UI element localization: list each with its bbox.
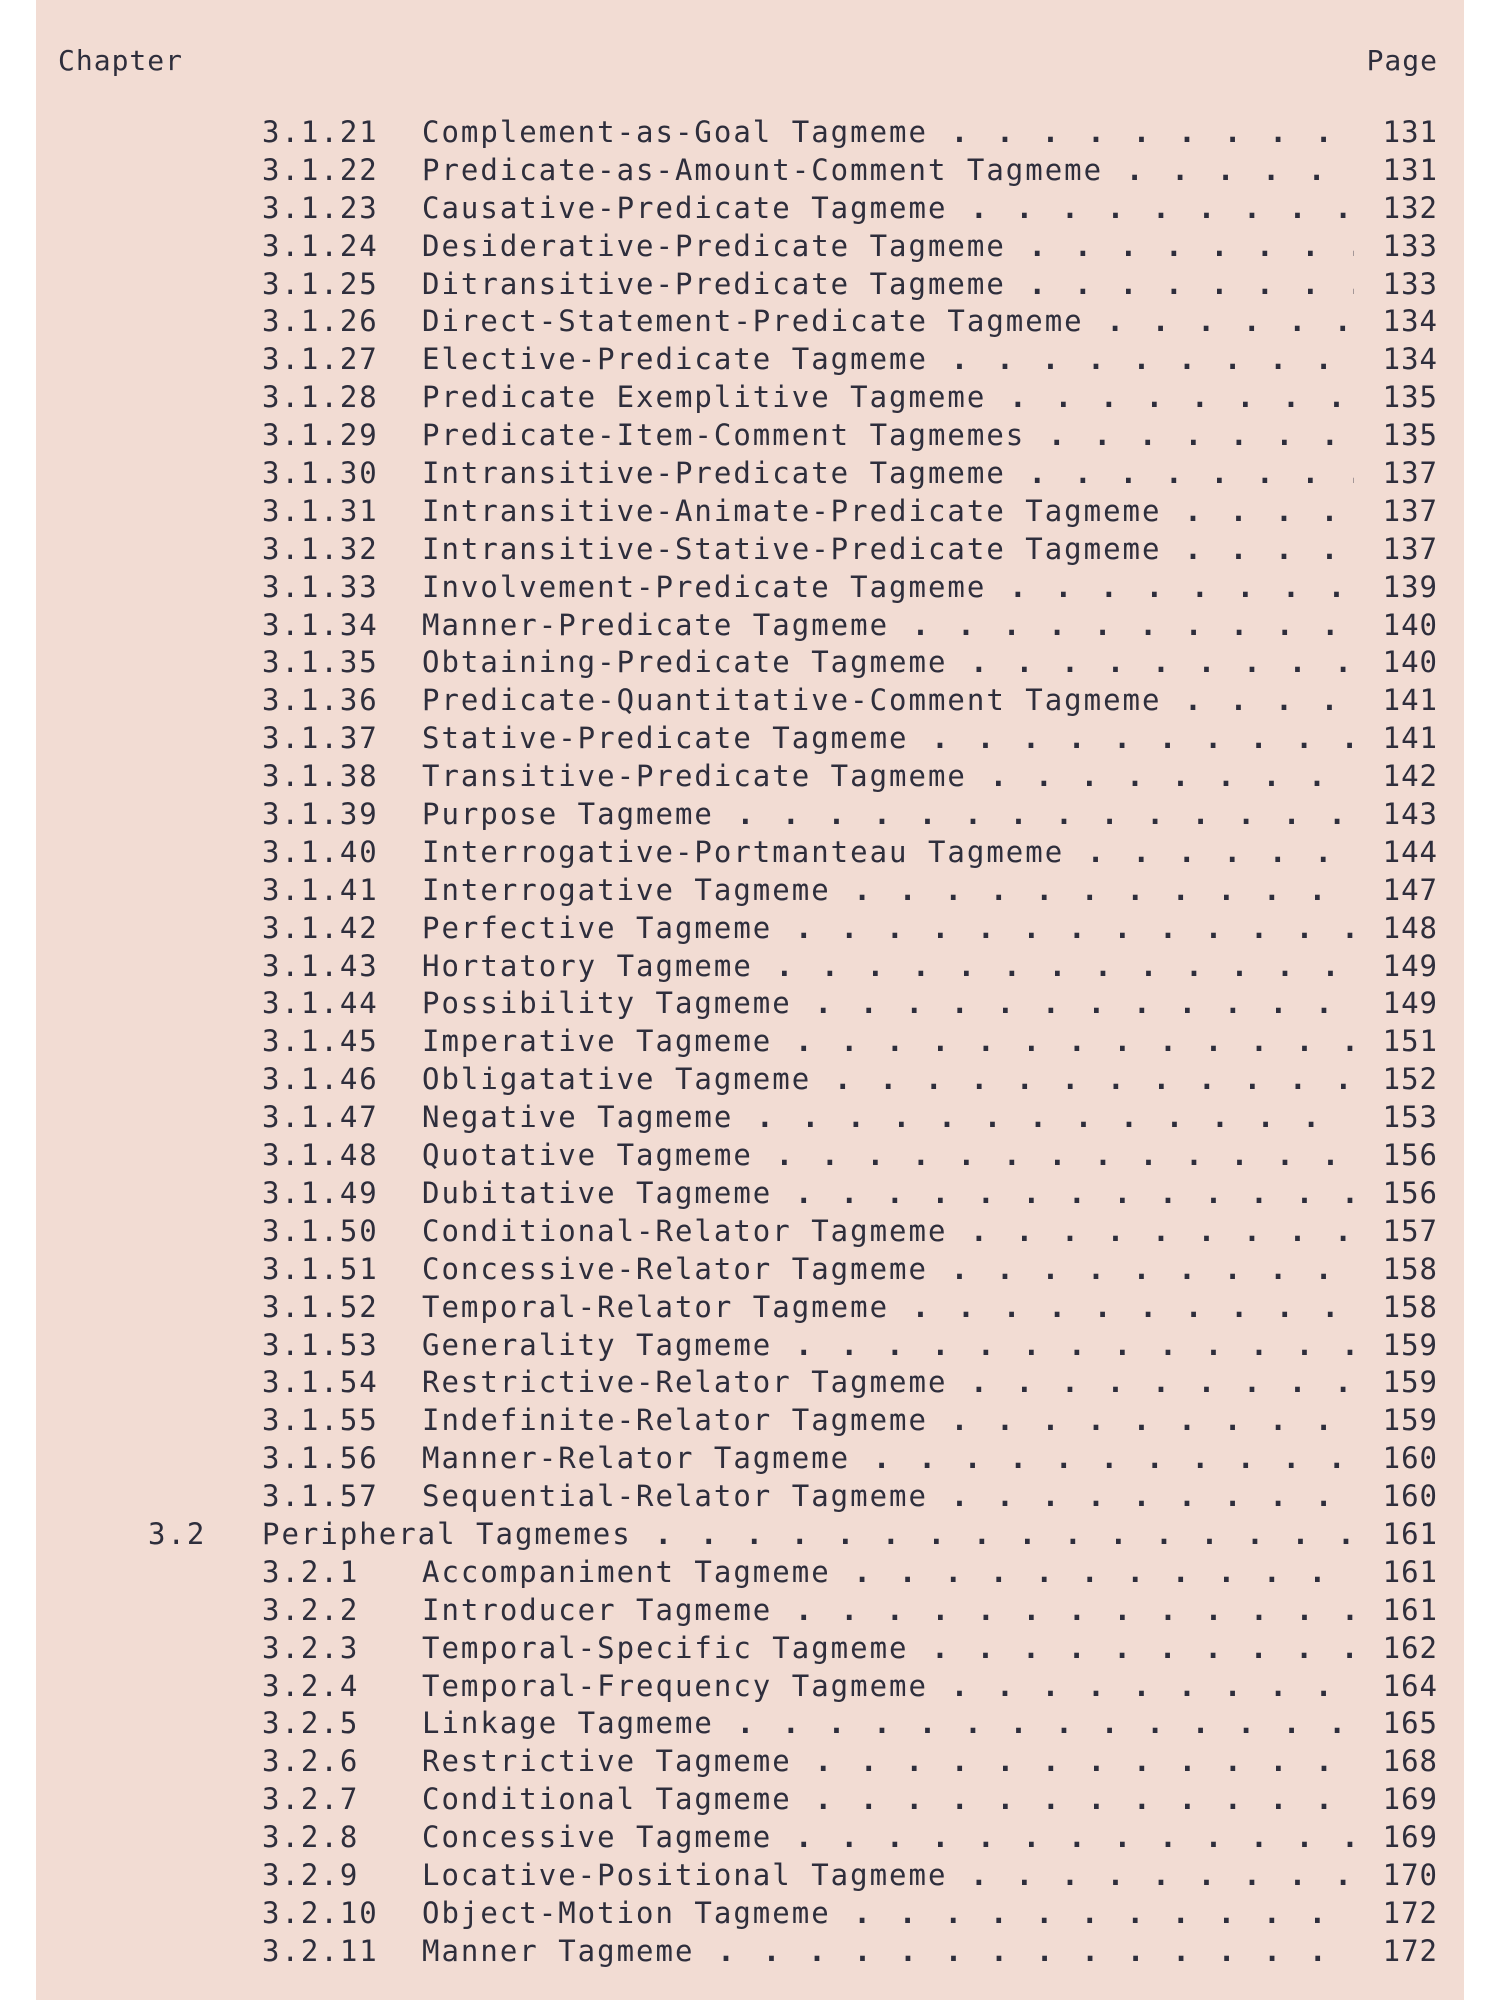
- toc-entry-number: 3.2.8: [262, 1820, 360, 1855]
- toc-entry-number: 3.1.34: [262, 607, 379, 642]
- toc-entry-page: 131: [1382, 152, 1438, 187]
- toc-entry-number: 3.2: [148, 1516, 207, 1551]
- toc-entry-number: 3.1.53: [262, 1327, 379, 1362]
- toc-entry-number: 3.1.25: [262, 266, 379, 301]
- toc-entry-number: 3.2.2: [262, 1592, 360, 1627]
- toc-entry: [36, 379, 1464, 417]
- toc-entry-number: 3.1.22: [262, 152, 379, 187]
- toc-entry-title: Sequential-Relator Tagmeme . . .: [422, 1478, 1354, 1516]
- toc-entry-number: 3.2.6: [262, 1744, 360, 1779]
- toc-entry-title: Transitive-Predicate Tagmeme . . .: [422, 758, 1354, 796]
- toc-entry: [36, 1251, 1464, 1289]
- toc-entry-number: 3.1.42: [262, 910, 379, 945]
- toc-entry-title: Concessive Tagmeme . . .: [422, 1819, 1354, 1857]
- toc-entry-page: 160: [1382, 1441, 1438, 1476]
- toc-entry-number: 3.1.27: [262, 342, 379, 377]
- toc-entry-page: 162: [1382, 1630, 1438, 1665]
- toc-entry: [36, 910, 1464, 948]
- toc-entry: [36, 1327, 1464, 1365]
- toc-entry-number: 3.1.41: [262, 872, 379, 907]
- toc-entry-page: 137: [1382, 493, 1438, 528]
- toc-entry-title: Dubitative Tagmeme . . .: [422, 1175, 1354, 1213]
- toc-entry-page: 141: [1382, 721, 1438, 756]
- toc-entry: [36, 644, 1464, 682]
- toc-entry-number: 3.2.9: [262, 1857, 360, 1892]
- toc-entry-page: 131: [1382, 115, 1438, 149]
- toc-entry-number: 3.1.36: [262, 683, 379, 718]
- toc-entry: [36, 834, 1464, 872]
- toc-entry-title: Quotative Tagmeme . . .: [422, 1137, 1354, 1175]
- toc-entry-page: 133: [1382, 228, 1438, 263]
- toc-entry-number: 3.1.28: [262, 380, 379, 415]
- toc-entry-number: 3.1.49: [262, 1175, 379, 1210]
- toc-entry-title: Elective-Predicate Tagmeme . . .: [422, 341, 1354, 379]
- toc-entry-page: 148: [1382, 910, 1438, 945]
- toc-entry-number: 3.1.32: [262, 531, 379, 566]
- toc-entry-title: Temporal-Frequency Tagmeme . . .: [422, 1668, 1354, 1706]
- toc-entry-page: 172: [1382, 1895, 1438, 1930]
- toc-entry-title: Restrictive-Relator Tagmeme . . .: [422, 1364, 1354, 1402]
- toc-entry-page: 169: [1382, 1782, 1438, 1817]
- toc-entry-title: Accompaniment Tagmeme . . .: [422, 1554, 1354, 1592]
- toc-entry-page: 132: [1382, 190, 1438, 225]
- toc-entry-number: 3.1.43: [262, 948, 379, 983]
- toc-entry-page: 149: [1382, 986, 1438, 1021]
- toc-entry-number: 3.1.40: [262, 834, 379, 869]
- toc-entry: [36, 607, 1464, 645]
- toc-entry-page: 151: [1382, 1024, 1438, 1059]
- toc-entry-number: 3.1.30: [262, 456, 379, 491]
- toc-entry-page: 143: [1382, 797, 1438, 832]
- toc-entry-title: Direct-Statement-Predicate Tagmeme . . .: [422, 303, 1354, 341]
- toc-entry-title: Predicate-Item-Comment Tagmemes . . .: [422, 417, 1354, 455]
- toc-entry-number: 3.1.31: [262, 493, 379, 528]
- toc-entry-title: Object-Motion Tagmeme . . .: [422, 1895, 1354, 1933]
- toc-entry-number: 3.1.48: [262, 1138, 379, 1173]
- toc-entry: [36, 114, 1464, 152]
- toc-entry-page: 137: [1382, 456, 1438, 491]
- toc-entry: [36, 417, 1464, 455]
- toc-entry: [36, 266, 1464, 304]
- toc-entry-number: 3.2.4: [262, 1668, 360, 1703]
- toc-entry-page: 160: [1382, 1479, 1438, 1514]
- toc-entry-number: 3.1.45: [262, 1024, 379, 1059]
- toc-entry-number: 3.1.35: [262, 645, 379, 680]
- toc-entry-title: Obligatative Tagmeme . . .: [422, 1061, 1354, 1099]
- toc-entry: [36, 1175, 1464, 1213]
- toc-entry-title: Temporal-Specific Tagmeme . . .: [422, 1630, 1354, 1668]
- toc-entry-number: 3.1.26: [262, 304, 379, 339]
- toc-entry-title: Purpose Tagmeme . . .: [422, 796, 1354, 834]
- toc-entry-title: Obtaining-Predicate Tagmeme . . .: [422, 644, 1354, 682]
- toc-entry-page: 165: [1382, 1706, 1438, 1741]
- toc-entry-page: 135: [1382, 380, 1438, 415]
- toc-entry-number: 3.1.37: [262, 721, 379, 756]
- toc-entry-number: 3.1.54: [262, 1365, 379, 1400]
- toc-entry: [36, 1478, 1464, 1516]
- toc-entry-title: Negative Tagmeme . . .: [422, 1099, 1354, 1137]
- toc-entry-title: Intransitive-Animate-Predicate Tagmeme . . .: [422, 493, 1354, 531]
- toc-entry-title: Ditransitive-Predicate Tagmeme . . .: [422, 266, 1354, 304]
- toc-entry: [36, 1933, 1464, 1971]
- toc-entry: [36, 758, 1464, 796]
- toc-entry: [36, 796, 1464, 834]
- toc-entry: [36, 1061, 1464, 1099]
- toc-entry-title: Complement-as-Goal Tagmeme . . .: [422, 114, 1354, 152]
- toc-entry-page: 137: [1382, 531, 1438, 566]
- toc-entry-page: 161: [1382, 1516, 1438, 1551]
- toc-entry-number: 3.1.56: [262, 1441, 379, 1476]
- toc-entry-page: 158: [1382, 1251, 1438, 1286]
- toc-entry-number: 3.1.55: [262, 1403, 379, 1438]
- toc-entry-title: Conditional Tagmeme . . .: [422, 1781, 1354, 1819]
- toc-entry: [36, 1554, 1464, 1592]
- toc-entry-page: 141: [1382, 683, 1438, 718]
- toc-entry-page: 133: [1382, 266, 1438, 301]
- toc-entry: [36, 341, 1464, 379]
- toc-entry-title: Indefinite-Relator Tagmeme . . .: [422, 1402, 1354, 1440]
- toc-entry-page: 135: [1382, 418, 1438, 453]
- toc-entry-page: 156: [1382, 1175, 1438, 1210]
- toc-entry-number: 3.1.50: [262, 1213, 379, 1248]
- toc-entry-title: Interrogative Tagmeme . . .: [422, 872, 1354, 910]
- toc-entry-title: Predicate Exemplitive Tagmeme . . .: [422, 379, 1354, 417]
- toc-entry-page: 161: [1382, 1554, 1438, 1589]
- toc-entry: [36, 1630, 1464, 1668]
- toc-entry-title: Predicate-Quantitative-Comment Tagmeme . . .: [422, 682, 1354, 720]
- toc-entry-title: Peripheral Tagmemes . . .: [262, 1516, 1354, 1554]
- toc-entry-page: 152: [1382, 1062, 1438, 1097]
- toc-entry-title: Hortatory Tagmeme . . .: [422, 948, 1354, 986]
- toc-entry-number: 3.1.52: [262, 1289, 379, 1324]
- toc-entry-number: 3.1.46: [262, 1062, 379, 1097]
- toc-entry-page: 159: [1382, 1327, 1438, 1362]
- toc-entry: [36, 1213, 1464, 1251]
- toc-entry: [36, 531, 1464, 569]
- toc-entry-number: 3.1.57: [262, 1479, 379, 1514]
- toc-entry: [36, 872, 1464, 910]
- toc-entry-title: Manner-Predicate Tagmeme . . .: [422, 607, 1354, 645]
- toc-entry: [36, 1781, 1464, 1819]
- toc-entry-title: Locative-Positional Tagmeme . . .: [422, 1857, 1354, 1895]
- toc-entry-page: 156: [1382, 1138, 1438, 1173]
- toc-entry-title: Involvement-Predicate Tagmeme . . .: [422, 569, 1354, 607]
- toc-entry-page: 140: [1382, 607, 1438, 642]
- toc-entry-page: 147: [1382, 872, 1438, 907]
- toc-entry-title: Linkage Tagmeme . . .: [422, 1705, 1354, 1743]
- toc-entry: [36, 1402, 1464, 1440]
- toc-entry-page: 159: [1382, 1403, 1438, 1438]
- toc-entry-number: 3.1.23: [262, 190, 379, 225]
- toc-entry-title: Manner-Relator Tagmeme . . .: [422, 1440, 1354, 1478]
- toc-entry-page: 157: [1382, 1213, 1438, 1248]
- toc-entry-number: 3.2.1: [262, 1554, 360, 1589]
- toc-entry: [36, 1440, 1464, 1478]
- toc-entry-number: 3.1.39: [262, 797, 379, 832]
- toc-entry-page: 164: [1382, 1668, 1438, 1703]
- toc-entry-title: Desiderative-Predicate Tagmeme . . .: [422, 228, 1354, 266]
- document-page: [36, 0, 1464, 2000]
- toc-entry-title: Intransitive-Predicate Tagmeme . . .: [422, 455, 1354, 493]
- toc-entry-title: Generality Tagmeme . . .: [422, 1327, 1354, 1365]
- toc-entry-number: 3.2.3: [262, 1630, 360, 1665]
- table-of-contents: [36, 114, 1464, 1971]
- toc-entry-page: 169: [1382, 1820, 1438, 1855]
- toc-entry-title: Predicate-as-Amount-Comment Tagmeme . . .: [422, 152, 1354, 190]
- toc-entry: [36, 303, 1464, 341]
- toc-entry-title: Conditional-Relator Tagmeme . . .: [422, 1213, 1354, 1251]
- toc-entry-title: Causative-Predicate Tagmeme . . .: [422, 190, 1354, 228]
- toc-entry-title: Temporal-Relator Tagmeme . . .: [422, 1289, 1354, 1327]
- toc-entry-page: 168: [1382, 1744, 1438, 1779]
- toc-entry-title: Perfective Tagmeme . . .: [422, 910, 1354, 948]
- toc-entry: [36, 569, 1464, 607]
- toc-entry: [36, 985, 1464, 1023]
- toc-entry-title: Interrogative-Portmanteau Tagmeme . . .: [422, 834, 1354, 872]
- toc-entry: [36, 1743, 1464, 1781]
- toc-entry: [36, 682, 1464, 720]
- toc-entry-title: Imperative Tagmeme . . .: [422, 1023, 1354, 1061]
- toc-entry: [36, 1516, 1464, 1554]
- toc-entry-title: Concessive-Relator Tagmeme . . .: [422, 1251, 1354, 1289]
- toc-entry-number: 3.1.38: [262, 759, 379, 794]
- toc-entry: [36, 190, 1464, 228]
- toc-entry-number: 3.1.33: [262, 569, 379, 604]
- toc-entry-title: Introducer Tagmeme . . .: [422, 1592, 1354, 1630]
- toc-entry-page: 170: [1382, 1857, 1438, 1892]
- toc-entry-page: 134: [1382, 342, 1438, 377]
- toc-entry: [36, 1023, 1464, 1061]
- toc-entry-title: Restrictive Tagmeme . . .: [422, 1743, 1354, 1781]
- toc-entry-number: 3.1.21: [262, 115, 379, 149]
- toc-entry: [36, 1819, 1464, 1857]
- toc-entry-number: 3.1.44: [262, 986, 379, 1021]
- toc-entry: [36, 1592, 1464, 1630]
- toc-entry-page: 139: [1382, 569, 1438, 604]
- toc-entry-page: 159: [1382, 1365, 1438, 1400]
- toc-entry: [36, 948, 1464, 986]
- toc-entry-title: Intransitive-Stative-Predicate Tagmeme . . .: [422, 531, 1354, 569]
- toc-entry-page: 172: [1382, 1933, 1438, 1968]
- toc-entry-title: Stative-Predicate Tagmeme . . .: [422, 720, 1354, 758]
- toc-entry: [36, 1895, 1464, 1933]
- toc-entry: [36, 1705, 1464, 1743]
- toc-entry: [36, 493, 1464, 531]
- toc-entry: [36, 1137, 1464, 1175]
- toc-entry-page: 153: [1382, 1100, 1438, 1135]
- chapter-column-header: Chapter: [58, 44, 184, 77]
- toc-entry-title: Manner Tagmeme . . .: [422, 1933, 1354, 1971]
- toc-entry: [36, 1289, 1464, 1327]
- toc-entry-page: 149: [1382, 948, 1438, 983]
- toc-entry: [36, 720, 1464, 758]
- toc-entry-title: Possibility Tagmeme . . .: [422, 985, 1354, 1023]
- toc-entry-number: 3.1.51: [262, 1251, 379, 1286]
- toc-entry: [36, 1099, 1464, 1137]
- toc-entry: [36, 1857, 1464, 1895]
- toc-entry: [36, 228, 1464, 266]
- toc-entry-number: 3.2.11: [262, 1933, 379, 1968]
- toc-entry-page: 140: [1382, 645, 1438, 680]
- toc-entry-number: 3.2.10: [262, 1895, 379, 1930]
- toc-entry: [36, 1364, 1464, 1402]
- toc-entry-number: 3.2.5: [262, 1706, 360, 1741]
- toc-entry: [36, 455, 1464, 493]
- page-column-header: Page: [1366, 44, 1438, 77]
- toc-entry-number: 3.1.47: [262, 1100, 379, 1135]
- toc-entry: [36, 152, 1464, 190]
- toc-entry-page: 161: [1382, 1592, 1438, 1627]
- toc-entry-page: 142: [1382, 759, 1438, 794]
- toc-entry-page: 158: [1382, 1289, 1438, 1324]
- toc-entry-number: 3.1.24: [262, 228, 379, 263]
- toc-entry: [36, 1668, 1464, 1706]
- toc-entry-page: 144: [1382, 834, 1438, 869]
- toc-entry-page: 134: [1382, 304, 1438, 339]
- toc-entry-number: 3.1.29: [262, 418, 379, 453]
- toc-entry-number: 3.2.7: [262, 1782, 360, 1817]
